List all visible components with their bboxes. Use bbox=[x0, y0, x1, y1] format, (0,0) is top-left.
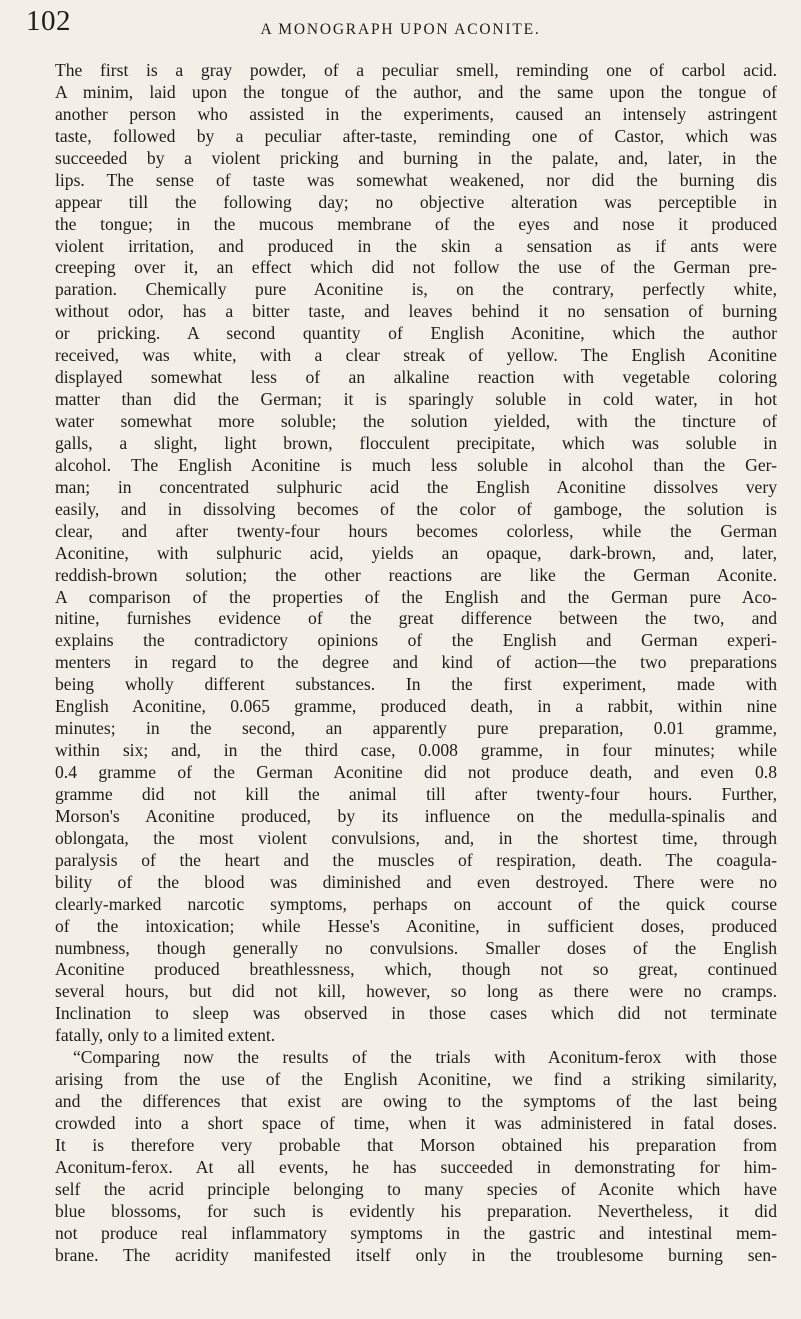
text-line: numbness, though generally no convulsions. Smaller doses of the English bbox=[55, 937, 777, 958]
text-line: menters in regard to the degree and kind of action—the two preparations bbox=[55, 652, 777, 673]
text-line: being wholly different substances. In the first experiment, made with bbox=[55, 674, 777, 695]
text-line: succeeded by a violent pricking and burning in the palate, and, later, in the bbox=[55, 147, 777, 168]
text-line: clearly-marked narcotic symptoms, perhaps on account of the quick course bbox=[55, 893, 777, 914]
text-line: blue blossoms, for such is evidently his preparation. Nevertheless, it did bbox=[55, 1200, 777, 1221]
text-line: self the acrid principle belonging to many species of Aconite which have bbox=[55, 1178, 777, 1199]
text-line: galls, a slight, light brown, flocculent precipitate, which was soluble in bbox=[55, 432, 777, 453]
text-line: another person who assisted in the experiments, caused an intensely astringent bbox=[55, 103, 777, 124]
text-line: Morson's Aconitine produced, by its influence on the medulla-spinalis and bbox=[55, 805, 777, 826]
text-line: water somewhat more soluble; the solution yielded, with the tincture of bbox=[55, 411, 777, 431]
text-line: matter than did the German; it is sparingly soluble in cold water, in hot bbox=[55, 389, 777, 410]
text-line: reddish-brown solution; the other reactions are like the German Aconite. bbox=[55, 564, 777, 585]
text-line: of the intoxication; while Hesse's Aconitine, in sufficient doses, produced bbox=[55, 915, 777, 936]
text-line: received, was white, with a clear streak of yellow. The English Aconitine bbox=[55, 345, 777, 366]
text-line: without odor, has a bitter taste, and leaves behind it no sensation of burning bbox=[55, 301, 777, 322]
text-line: “Comparing now the results of the trials with Aconitum-ferox with those bbox=[73, 1047, 777, 1068]
text-line: It is therefore very probable that Morson obtained his preparation from bbox=[55, 1134, 777, 1155]
text-line: The first is a gray powder, of a peculiar smell, reminding one of carbol acid. bbox=[55, 60, 777, 80]
text-line: oblongata, the most violent convulsions, and, in the shortest time, through bbox=[55, 827, 777, 848]
text-line: violent irritation, and produced in the skin a sensation as if ants were bbox=[55, 235, 777, 256]
text-line: arising from the use of the English Aconitine, we find a striking similarity, bbox=[55, 1069, 777, 1090]
text-line: Aconitine produced breathlessness, which, though not so great, continued bbox=[55, 959, 777, 980]
body-text bbox=[55, 60, 777, 1267]
text-line: man; in concentrated sulphuric acid the English Aconitine dissolves very bbox=[55, 476, 777, 497]
text-line: A comparison of the properties of the English and the German pure Aco- bbox=[55, 586, 777, 607]
text-line: Inclination to sleep was observed in those cases which did not terminate bbox=[55, 1003, 777, 1024]
text-line: Aconitine, with sulphuric acid, yields an opaque, dark-brown, and, later, bbox=[55, 542, 777, 563]
text-line: bility of the blood was diminished and even destroyed. There were no bbox=[55, 871, 777, 892]
text-line: lips. The sense of taste was somewhat weakened, nor did the burning dis bbox=[55, 169, 777, 190]
text-line: nitine, furnishes evidence of the great difference between the two, and bbox=[55, 608, 777, 629]
text-line: fatally, only to a limited extent. bbox=[55, 1025, 276, 1046]
text-line: brane. The acridity manifested itself only in the troublesome burning sen- bbox=[55, 1244, 777, 1265]
text-line: paration. Chemically pure Aconitine is, on the contrary, perfectly white, bbox=[55, 279, 777, 300]
text-line: or pricking. A second quantity of English Aconitine, which the author bbox=[55, 323, 777, 344]
page-number: 102 bbox=[26, 5, 71, 37]
text-line: several hours, but did not kill, however, so long as there were no cramps. bbox=[55, 981, 777, 1002]
text-line: Aconitum-ferox. At all events, he has succeeded in demonstrating for him- bbox=[55, 1156, 777, 1177]
text-line: appear till the following day; no objective alteration was perceptible in bbox=[55, 191, 777, 212]
text-line: gramme did not kill the animal till after twenty-four hours. Further, bbox=[55, 783, 777, 804]
text-line: explains the contradictory opinions of the English and German experi- bbox=[55, 630, 777, 651]
text-line: alcohol. The English Aconitine is much less soluble in alcohol than the Ger- bbox=[55, 454, 777, 475]
text-line: minutes; in the second, an apparently pure preparation, 0.01 gramme, bbox=[55, 718, 777, 739]
text-line: easily, and in dissolving becomes of the color of gamboge, the solution is bbox=[55, 498, 777, 519]
text-line: clear, and after twenty-four hours becomes colorless, while the German bbox=[55, 520, 777, 541]
text-line: within six; and, in the third case, 0.008 gramme, in four minutes; while bbox=[55, 740, 777, 761]
text-line: crowded into a short space of time, when it was administered in fatal doses. bbox=[55, 1113, 777, 1133]
text-line: 0.4 gramme of the German Aconitine did not produce death, and even 0.8 bbox=[55, 762, 777, 782]
text-line: paralysis of the heart and the muscles of respiration, death. The coagula- bbox=[55, 849, 777, 870]
text-line: taste, followed by a peculiar after-taste, reminding one of Castor, which was bbox=[55, 125, 777, 146]
text-line: English Aconitine, 0.065 gramme, produced death, in a rabbit, within nine bbox=[55, 696, 777, 717]
text-line: A minim, laid upon the tongue of the author, and the same upon the tongue of bbox=[55, 81, 777, 102]
running-head: A MONOGRAPH UPON ACONITE. bbox=[260, 21, 541, 38]
text-line: creeping over it, an effect which did not follow the use of the German pre- bbox=[55, 257, 777, 278]
text-line: displayed somewhat less of an alkaline reaction with vegetable coloring bbox=[55, 367, 777, 388]
text-line: and the differences that exist are owing to the symptoms of the last being bbox=[55, 1091, 777, 1112]
text-line: not produce real inflammatory symptoms in the gastric and intestinal mem- bbox=[55, 1222, 777, 1243]
text-line: the tongue; in the mucous membrane of the eyes and nose it produced bbox=[55, 213, 777, 234]
